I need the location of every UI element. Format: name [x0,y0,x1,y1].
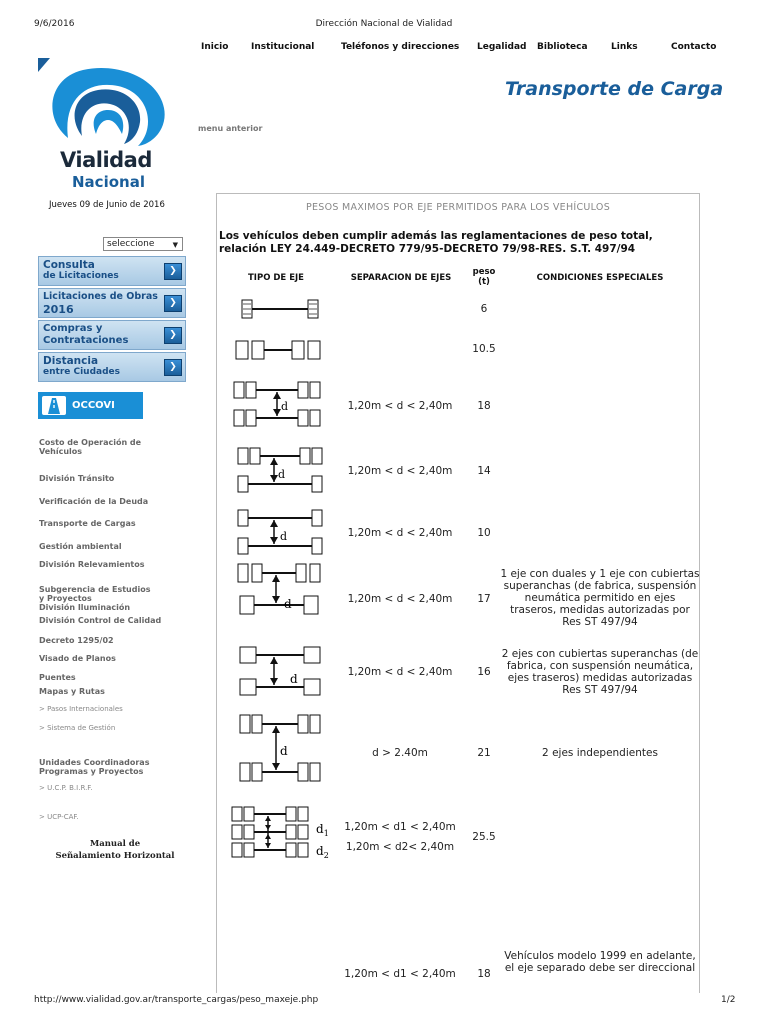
arrow-right-icon: ❯ [164,263,182,280]
banner-label: Distancia [43,355,99,367]
header-text: peso [472,267,496,277]
sidebar-link-puentes[interactable]: Puentes [39,673,76,682]
svg-text:d: d [280,744,288,758]
occovi-link[interactable] [38,392,143,419]
col-header-condiciones: CONDICIONES ESPECIALES [536,273,664,283]
nav-links[interactable]: Links [611,42,638,52]
col-header-peso [466,267,502,287]
banner-consulta-licitaciones[interactable] [38,256,186,286]
nav-telefonos[interactable]: Teléfonos y direcciones [341,42,460,52]
manual-line: Manual de [89,839,141,849]
arrow-right-icon: ❯ [164,359,182,376]
nav-contacto[interactable]: Contacto [671,42,717,52]
banner-sublabel: de Licitaciones [43,271,119,281]
axle-superancha-tandem-diagram [236,645,326,703]
banner-label: Consulta [43,259,95,271]
svg-text:d: d [284,597,292,611]
logo-text-nacional: Nacional [72,173,145,191]
row-separacion: d > 2.40m [372,747,428,759]
footer-url: http://www.vialidad.gov.ar/transporte_cargas/peso_maxeje.php [34,995,319,1005]
print-date: 9/6/2016 [34,19,75,29]
sidebar-link-mapas-rutas[interactable]: Mapas y Rutas [39,687,105,696]
link-text: Unidades Coordinadoras [39,758,150,767]
col-header-separacion: SEPARACION DE EJES [350,273,452,283]
col-header-tipo: TIPO DE EJE [248,273,304,283]
arrow-right-icon: ❯ [164,327,182,344]
sidebar-link-division-iluminacion[interactable]: División Iluminación [39,603,131,612]
intro-text: Los vehículos deben cumplir además las reglamentaciones de peso total, relación LEY 24.449-DECRETO 779/95-DECRETO 79/98-RES. S.T. 497/94 [219,230,653,255]
row-peso: 10 [477,527,491,539]
banner-label: Compras y [43,323,103,334]
nav-inicio[interactable]: Inicio [201,42,229,52]
banner-sublabel: 2016 [43,303,74,316]
banner-label: Licitaciones de Obras [43,291,158,302]
banner-distancia[interactable] [38,352,186,382]
sidebar-link-pasos-internacionales[interactable]: > Pasos Internacionales [39,705,123,713]
sidebar-link-division-relevamientos[interactable]: División Relevamientos [39,560,145,569]
axle-tridem-diagram [230,805,340,865]
axle-independent-diagram [236,713,326,787]
footer-page-number: 1/2 [721,995,736,1005]
row-separacion-2: 1,20m < d2< 2,40m [345,841,455,853]
svg-text:d: d [290,672,298,686]
link-text: y Proyectos [39,594,92,603]
sidebar-link-unidades-coordinadoras[interactable] [39,758,149,776]
sidebar-link-sistema-gestion[interactable]: > Sistema de Gestión [39,724,116,732]
row-condiciones: 2 ejes con cubiertas superanchas (de fabrica, con suspensión neumática, ejes traseros) medidas autorizadas Res ST 497/94 [501,648,699,696]
banner-sublabel: Contrataciones [43,335,129,346]
vialidad-logo-graphic[interactable] [38,58,178,150]
nav-biblioteca[interactable]: Biblioteca [537,42,588,52]
sidebar-link-transporte-cargas[interactable]: Transporte de Cargas [39,519,136,528]
row-separacion: 1,20m < d < 2,40m [347,593,453,605]
banner-licitaciones-obras[interactable] [38,288,186,318]
row-peso: 21 [477,747,491,759]
axle-single-dual-diagram [226,337,330,367]
row-separacion: 1,20m < d1 < 2,40m [344,968,456,980]
axle-single-simple-diagram [226,296,326,326]
row-peso: 17 [477,593,491,605]
sidebar-link-visado-planos[interactable]: Visado de Planos [39,654,116,663]
nav-legalidad[interactable]: Legalidad [477,42,527,52]
sidebar-link-control-calidad[interactable]: División Control de Calidad [39,616,162,625]
sidebar-link-costo-operacion[interactable] [39,438,141,456]
row-separacion: 1,20m < d < 2,40m [347,465,453,477]
row-peso: 18 [477,968,491,980]
manual-senalamiento-link[interactable] [55,838,175,862]
link-text: Subgerencia de Estudios [39,585,151,594]
row-condiciones: Vehículos modelo 1999 en adelante, el eje separado debe ser direccional [504,950,696,974]
sidebar-link-decreto[interactable]: Decreto 1295/02 [39,636,114,645]
logo-text-vialidad: Vialidad [60,148,152,172]
svg-text:d: d [281,400,289,413]
axle-dual-superancha-diagram [234,562,326,622]
row-peso: 14 [477,465,491,477]
sidebar-link-subgerencia[interactable] [39,585,150,603]
svg-text:d: d [278,468,286,481]
nav-institucional[interactable]: Institucional [251,42,315,52]
row-peso: 10.5 [472,343,496,355]
header-text: (t) [478,277,490,287]
link-text: Vehículos [39,447,83,456]
page-title: Transporte de Carga [505,78,724,100]
sidebar-link-division-transito[interactable]: División Tránsito [39,474,115,483]
axle-tandem-dual-diagram [232,380,324,434]
menu-anterior-link[interactable]: menu anterior [198,124,263,133]
axle-tandem-simple-diagram [236,508,326,562]
row-separacion: 1,20m < d < 2,40m [347,400,453,412]
link-text: Costo de Operación de [39,438,142,447]
row-peso: 25.5 [472,831,496,843]
svg-text:d1: $d_1$ [316,822,329,838]
row-peso: 16 [477,666,491,678]
svg-text:d: d [280,530,288,543]
current-date: Jueves 09 de Junio de 2016 [49,200,165,210]
arrow-right-icon: ❯ [164,295,182,312]
row-separacion: 1,20m < d < 2,40m [347,666,453,678]
banner-sublabel: entre Ciudades [43,367,121,377]
link-text: Programas y Proyectos [39,767,144,776]
row-separacion: 1,20m < d < 2,40m [347,527,453,539]
section-select[interactable] [103,237,183,251]
content-title: PESOS MAXIMOS POR EJE PERMITIDOS PARA LOS VEHÍCULOS [305,202,611,213]
banner-compras[interactable] [38,320,186,350]
row-peso: 18 [477,400,491,412]
row-peso: 6 [480,303,488,315]
select-value: seleccione [107,239,155,249]
row-condiciones: 2 ejes independientes [542,747,658,759]
chevron-down-icon: ▼ [172,241,178,249]
sidebar-link-ucp-birf[interactable]: > U.C.P. B.I.R.F. [39,784,93,792]
axle-tandem-mixed-diagram [236,446,326,500]
svg-text:d2: $d_2$ [316,844,329,860]
sidebar-link-gestion-ambiental[interactable]: Gestión ambiental [39,542,122,551]
row-condiciones: 1 eje con duales y 1 eje con cubiertas superanchas (de fabrica, suspensión neumática permitido en ejes traseros, medidas autorizadas por Res ST 497/94 [500,568,700,628]
sidebar-link-ucp-caf[interactable]: > UCP-CAF. [39,813,79,821]
manual-line: Señalamiento Horizontal [55,851,175,861]
road-icon [42,396,66,415]
sidebar-link-verificacion-deuda[interactable]: Verificación de la Deuda [39,497,149,506]
row-separacion: 1,20m < d1 < 2,40m [344,821,456,833]
print-title: Dirección Nacional de Vialidad [315,19,453,29]
occovi-label: OCCOVI [72,400,115,411]
